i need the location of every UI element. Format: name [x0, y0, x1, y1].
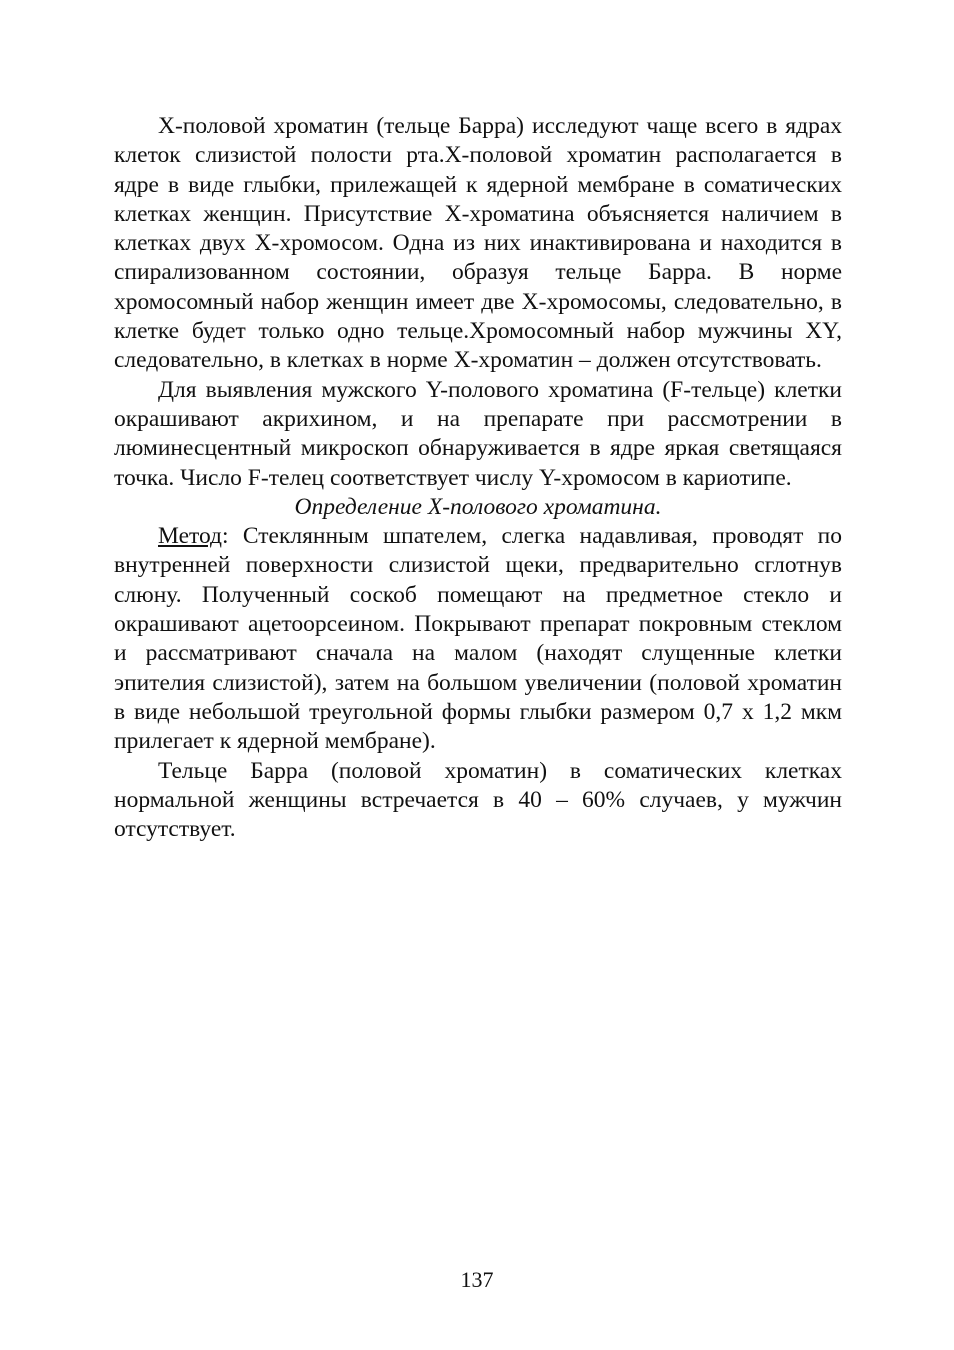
- body-text: [114, 112, 842, 844]
- paragraph-barr-body: Х-половой хроматин (тельце Барра) исследуют чаще всего в ядрах клеток слизистой полости рта.Х-половой хроматин располагается в ядре в виде глыбки, прилежащей к ядерной мембране в соматических клетках женщин. Присутствие Х-хроматина объясняется наличием в клетках двух Х-хромосом. Одна из них инактивирована и находится в спирализованном состоянии, образуя тельце Барра. В норме хромосомный набор женщин имеет две Х-хромосомы, следовательно, в клетке будет только одно тельце.Хромосомный набор мужчины XY, следовательно, в клетках в норме Х-хроматин – должен отсутствовать.: [114, 113, 842, 374]
- method-label: Метод: [158, 523, 223, 550]
- page-number: 137: [460, 1267, 494, 1292]
- section-heading-text: Определение Х-полового хроматина: [294, 493, 656, 520]
- paragraph-barr-frequency: Тельце Барра (половой хроматин) в соматических клетках нормальной женщины встречается в 40 – 60% случаев, у мужчин отсутствует.: [114, 757, 842, 843]
- section-heading: [114, 493, 842, 522]
- method-colon: :: [222, 523, 229, 550]
- section-heading-period: .: [655, 493, 662, 520]
- paragraph-y-chromatin: Для выявления мужского Y-полового хроматина (F-тельце) клетки окрашивают акрихином, и на препарате при рассмотрении в люминесцентный микроскоп обнаруживается в ядре яркая светящаяся точка. Число F-телец соответствует числу Y-хромосом в кариотипе.: [114, 376, 842, 491]
- method-text: Стеклянным шпателем, слегка надавливая, проводят по внутренней поверхности слизистой щеки, предварительно сглотнув слюну. Полученный соскоб помещают на предметное стекло и окрашивают ацетоорсеином. Покрывают препарат покровным стеклом и рассматривают сначала на малом (находят слущенные клетки эпителия слизистой), затем на большом увеличении (половой хроматин в виде небольшой треугольной формы глыбки размером 0,7 х 1,2 мкм прилегает к ядерной мембране).: [114, 523, 842, 755]
- paragraph-method: [114, 522, 842, 756]
